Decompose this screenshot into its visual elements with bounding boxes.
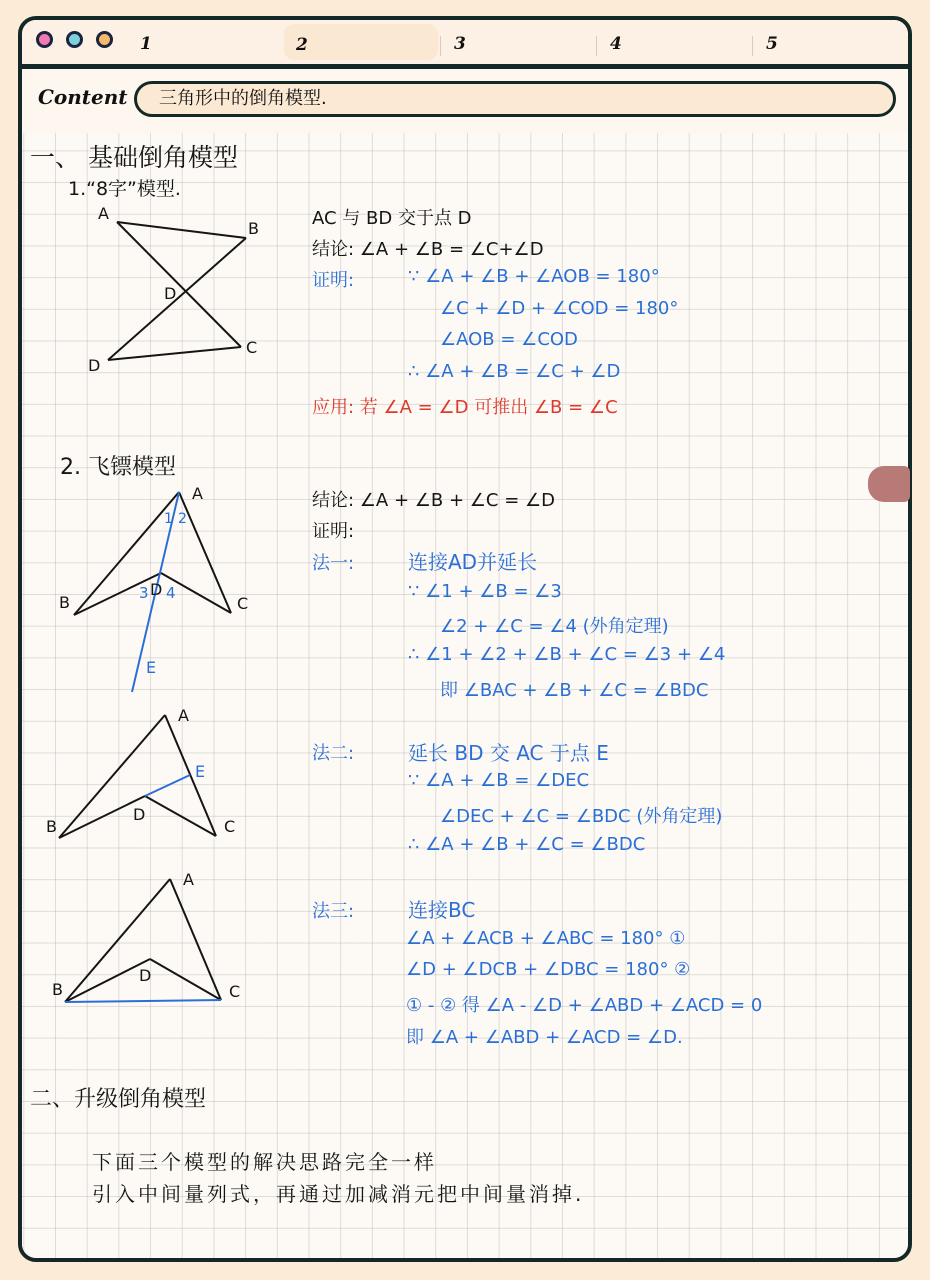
method1-line: ∵ ∠1 + ∠B = ∠3 [408,581,562,602]
model2-conclusion: 结论: ∠A + ∠B + ∠C = ∠D [312,490,555,511]
dart1-angle-4: 4 [166,584,176,602]
dart1-angle-2: 2 [178,511,187,527]
model1-conclusion: 结论: ∠A + ∠B = ∠C+∠D [312,239,544,260]
model1-proof-label: 证明: [312,270,355,291]
dart1-label-e: E [146,658,157,677]
dart1-label-c: C [237,594,249,613]
method3-line: ① - ② 得 ∠A - ∠D + ∠ABD + ∠ACD = 0 [406,995,763,1016]
section1-heading: 一、 基础倒角模型 [30,143,238,172]
tab-label: 3 [454,34,466,54]
method3-line: ∠D + ∠DCB + ∠DBC = 180° ② [406,959,691,980]
method3-line: ∠A + ∠ACB + ∠ABC = 180° ① [406,928,686,949]
method3-line: 即 ∠A + ∠ABD + ∠ACD = ∠D. [406,1027,683,1048]
tab-label: 2 [296,35,308,55]
figure-8-model [108,222,246,360]
tab-label: 5 [766,34,778,54]
method1-label: 法一: [312,553,355,574]
dart2-label-e: E [195,762,206,781]
model2-proof-label: 证明: [312,521,355,542]
dart-figure-3-bc-line [65,1000,221,1002]
method1-step: 连接AD并延长 [408,550,538,574]
dart-figure-2-extension [145,775,190,796]
content-label: Content [38,85,128,109]
content-title-field[interactable]: 三角形中的倒角模型. [134,81,896,117]
section2-line: 下面三个模型的解决思路完全一样 [92,1150,437,1174]
fig8-label-c: C [246,338,258,357]
method2-line: ∠DEC + ∠C = ∠BDC (外角定理) [440,806,723,827]
dart2-label-b: B [46,817,57,836]
fig8-label-d: D [88,356,101,375]
model1-proof-line: ∠C + ∠D + ∠COD = 180° [440,298,679,319]
dart2-label-a: A [178,706,189,725]
dart2-label-c: C [224,817,236,836]
method2-label: 法二: [312,743,355,764]
model2-title: 2. 飞镖模型 [60,455,176,480]
dart1-angle-3: 3 [139,584,149,602]
scroll-handle[interactable] [868,466,910,502]
tab-label: 1 [140,34,152,54]
dart2-label-d: D [133,805,146,824]
method3-step: 连接BC [408,898,476,922]
model1-given: AC 与 BD 交于点 D [312,208,472,229]
method2-step: 延长 BD 交 AC 于点 E [408,741,609,765]
dart3-label-d: D [139,966,152,985]
dart1-label-d: D [150,580,163,599]
model1-application: 应用: 若 ∠A = ∠D 可推出 ∠B = ∠C [312,397,618,418]
model1-proof-line: ∠AOB = ∠COD [440,329,578,350]
fig8-label-a: A [98,204,109,223]
method1-line: ∴ ∠1 + ∠2 + ∠B + ∠C = ∠3 + ∠4 [408,644,726,665]
dart3-label-a: A [183,870,194,889]
dart3-label-c: C [229,982,241,1001]
method1-line: 即 ∠BAC + ∠B + ∠C = ∠BDC [440,680,709,701]
model1-proof-line: ∵ ∠A + ∠B + ∠AOB = 180° [408,266,660,287]
tab-label: 4 [610,34,622,54]
section2-heading: 二、升级倒角模型 [30,1087,207,1112]
dart3-label-b: B [52,980,63,999]
method2-line: ∵ ∠A + ∠B = ∠DEC [408,770,590,791]
model1-title: 1.“8字”模型. [68,178,181,200]
method1-line: ∠2 + ∠C = ∠4 (外角定理) [440,616,669,637]
method2-line: ∴ ∠A + ∠B + ∠C = ∠BDC [408,834,646,855]
dart1-label-b: B [59,593,70,612]
section2-line: 引入中间量列式，再通过加减消元把中间量消掉. [92,1182,585,1206]
dart1-angle-1: 1 [164,511,173,527]
dart1-label-a: A [192,484,203,503]
method3-label: 法三: [312,901,355,922]
fig8-label-center: D [164,284,177,303]
fig8-label-b: B [248,219,259,238]
model1-proof-line: ∴ ∠A + ∠B = ∠C + ∠D [408,361,621,382]
